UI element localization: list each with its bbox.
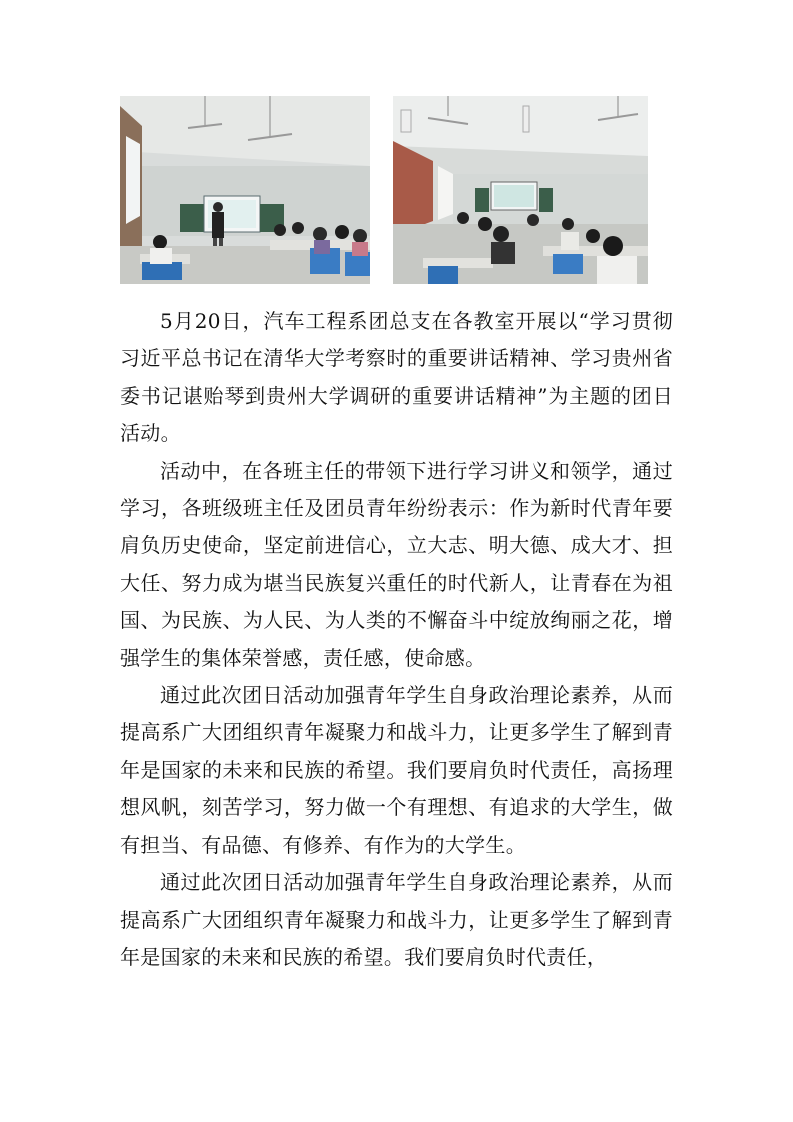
article-body	[120, 303, 673, 976]
paragraph-2: 活动中，在各班主任的带领下进行学习讲义和领学，通过学习，各班级班主任及团员青年纷纷表示：作为新时代青年要肩负历史使命，坚定前进信心，立大志、明大德、成大才、担大任、努力成为堪当民族复兴重任的时代新人，让青春在为祖国、为民族、为人民、为人类的不懈奋斗中绽放绚丽之花，增强学生的集体荣誉感，责任感，使命感。	[120, 458, 673, 670]
classroom-photo-left	[120, 96, 370, 284]
classroom-photo-right	[393, 96, 648, 284]
paragraph-3: 通过此次团日活动加强青年学生自身政治理论素养，从而提高系广大团组织青年凝聚力和战斗力，让更多学生了解到青年是国家的未来和民族的希望。我们要肩负时代责任，高扬理想风帆，刻苦学习，努力做一个有理想、有追求的大学生，做有担当、有品德、有修养、有作为的大学生。	[120, 683, 673, 857]
paragraph-1: 5月20日，汽车工程系团总支在各教室开展以“学习贯彻习近平总书记在清华大学考察时的重要讲话精神、学习贵州省委书记谌贻琴到贵州大学调研的重要讲话精神”为主题的团日活动。	[120, 309, 673, 446]
paragraph-4: 通过此次团日活动加强青年学生自身政治理论素养，从而提高系广大团组织青年凝聚力和战斗力，让更多学生了解到青年是国家的未来和民族的希望。我们要肩负时代责任，	[120, 870, 673, 969]
